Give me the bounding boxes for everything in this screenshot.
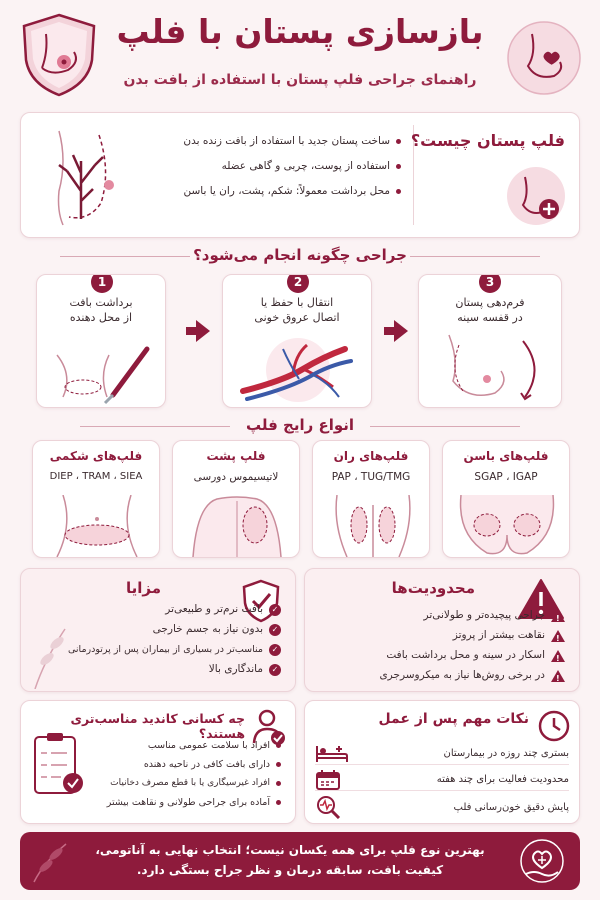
type-card-buttock: فلپ‌های باسن SGAP ، IGAP — [442, 440, 570, 558]
step-text: انتقال با حفظ یا اتصال عروق خونی — [254, 296, 340, 324]
step-text: برداشت بافت از محل دهنده — [69, 296, 133, 324]
step-text: فرم‌دهی پستان در قفسه سینه — [455, 296, 525, 324]
shield-flower-icon — [18, 12, 100, 98]
arrow-icon — [196, 320, 210, 342]
aftercare-card — [304, 700, 580, 824]
thigh-illustration — [323, 495, 423, 557]
list-item: ✓ مناسب‌تر در بسیاری از بیماران پس از پرتودرمانی — [41, 643, 281, 656]
limitations-card — [304, 568, 580, 692]
scalpel-icon — [43, 335, 163, 405]
how-heading: جراحی چگونه انجام می‌شود؟ — [193, 246, 407, 264]
check-icon: ✓ — [269, 604, 281, 616]
advantages-card — [20, 568, 296, 692]
type-card-thigh: فلپ‌های ران PAP ، TUG/TMG — [312, 440, 430, 558]
candidates-card — [20, 700, 296, 824]
warning-icon — [551, 610, 565, 622]
list-item: ! در برخی روش‌ها نیاز به میکروسرجری — [325, 669, 565, 682]
breast-plus-icon — [505, 165, 567, 227]
step-number: 3 — [479, 274, 501, 293]
clock-icon — [537, 709, 571, 743]
what-is-title: فلپ پستان چیست؟ — [410, 131, 565, 150]
warning-icon — [551, 650, 565, 662]
list-item: دارای بافت کافی در ناحیه دهنده — [91, 758, 281, 771]
list-item: آماده برای جراحی طولانی و نقاهت بیشتر — [91, 796, 281, 809]
list-item: ✓ بافت نرم‌تر و طبیعی‌تر — [41, 603, 281, 616]
limitations-list — [325, 609, 565, 682]
list-item: افراد غیرسیگاری یا با قطع مصرف دخانیات — [91, 777, 281, 790]
list-item: استفاده از پوست، چربی و گاهی عضله — [151, 160, 401, 173]
type-card-back: فلپ پشت لاتیسیموس دورسی — [172, 440, 300, 558]
warning-icon — [551, 630, 565, 642]
hospital-bed-icon — [315, 744, 349, 764]
list-item: محل برداشت معمولاً: شکم، پشت، ران یا باسن — [151, 185, 401, 198]
advantages-list — [41, 603, 281, 676]
step-number: 2 — [287, 274, 309, 293]
aftercare-row: پایش دقیق خون‌رسانی فلپ — [315, 795, 569, 819]
heart-hand-icon — [518, 838, 566, 884]
list-item: ! جراحی پیچیده‌تر و طولانی‌تر — [325, 609, 565, 622]
floral-decoration-icon — [28, 838, 74, 884]
footer-text: بهترین نوع فلپ برای همه یکسان نیست؛ انتخاب نهایی به آناتومی، کیفیت بافت، سابقه درمان و نظر جراح بستگی دارد. — [95, 843, 485, 877]
type-card-abdominal: فلپ‌های شکمی DIEP ، TRAM ، SIEA — [32, 440, 160, 558]
footer-banner — [20, 832, 580, 890]
aftercare-row: محدودیت فعالیت برای چند هفته — [315, 769, 569, 791]
step-card-2 — [222, 274, 372, 408]
list-item: ! نقاهت بیشتر از پروتز — [325, 629, 565, 642]
anatomy-illustration — [29, 121, 139, 231]
list-item: ✓ ماندگاری بالا — [41, 663, 281, 676]
check-icon: ✓ — [269, 624, 281, 636]
arrow-icon — [394, 320, 408, 342]
step-card-3 — [418, 274, 562, 408]
clipboard-checklist-icon — [31, 731, 87, 797]
aftercare-row: بستری چند روزه در بیمارستان — [315, 743, 569, 765]
list-item: ساخت پستان جدید با استفاده از بافت زنده بدن — [151, 135, 401, 148]
page-title: بازسازی پستان با فلپ — [116, 12, 484, 51]
back-illustration — [187, 495, 287, 557]
list-item: ! اسکار در سینه و محل برداشت بافت — [325, 649, 565, 662]
breast-shaping-icon — [429, 331, 553, 405]
step-number: 1 — [91, 274, 113, 293]
buttock-illustration — [457, 495, 557, 557]
aftercare-title: نکات مهم پس از عمل — [378, 711, 529, 727]
check-icon: ✓ — [269, 644, 281, 656]
what-is-bullets — [151, 135, 401, 198]
limitations-title: محدودیت‌ها — [391, 579, 475, 597]
breast-heart-icon — [506, 20, 582, 96]
candidates-list — [91, 739, 281, 809]
advantages-title: مزایا — [125, 579, 161, 597]
list-item: افراد با سلامت عمومی مناسب — [91, 739, 281, 752]
warning-icon — [551, 670, 565, 682]
abdomen-illustration — [47, 495, 147, 557]
step-card-1 — [36, 274, 166, 408]
types-heading: انواع رایج فلپ — [245, 416, 355, 434]
check-icon: ✓ — [269, 664, 281, 676]
candidates-title: چه کسانی کاندید مناسب‌تری هستند؟ — [70, 711, 245, 741]
blood-vessels-icon — [233, 335, 363, 405]
page-subtitle: راهنمای جراحی فلپ پستان با استفاده از بافت بدن — [123, 72, 477, 88]
calendar-icon — [315, 769, 341, 791]
what-is-card — [20, 112, 580, 238]
list-item: ✓ بدون نیاز به جسم خارجی — [41, 623, 281, 636]
search-pulse-icon — [315, 795, 341, 819]
